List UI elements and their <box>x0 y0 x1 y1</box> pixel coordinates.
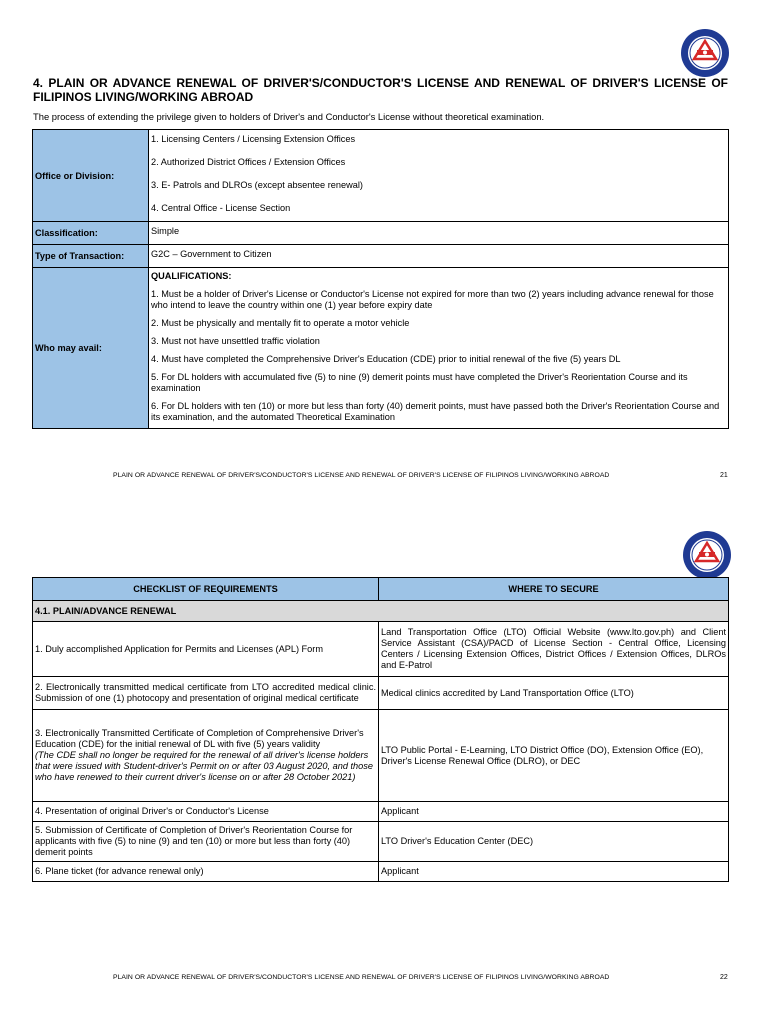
where-cell: Applicant <box>379 802 729 822</box>
classification-label: Classification: <box>33 222 149 245</box>
requirement-cell <box>33 710 379 802</box>
page-number: 22 <box>720 974 728 981</box>
section-title: 4.1. PLAIN/ADVANCE RENEWAL <box>33 601 729 622</box>
qualifications-title: QUALIFICATIONS: <box>151 271 232 281</box>
office-item: 3. E- Patrols and DLROs (except absentee renewal) <box>151 180 363 190</box>
lto-seal-logo <box>680 28 730 78</box>
who-may-avail-label: Who may avail: <box>33 268 149 429</box>
requirement-note: (The CDE shall no longer be required for the renewal of all driver's license holders that were issued with Student-driver's Permit on or after 03 August 2020, and those who have renewed to their current driver's license on or after 28 October 2021) <box>35 750 373 782</box>
page-footer: PLAIN OR ADVANCE RENEWAL OF DRIVER'S/CONDUCTOR'S LICENSE AND RENEWAL OF DRIVER'S LICENSE OF FILIPINOS LIVING/WORKING ABROAD <box>113 974 610 981</box>
requirements-table <box>32 577 729 882</box>
qualification-item: 5. For DL holders with accumulated five (5) to nine (9) demerit points must have completed the Driver's Reorientation Course and its examination <box>151 372 688 393</box>
qualification-item: 3. Must not have unsettled traffic violation <box>151 336 320 346</box>
requirement-cell: 4. Presentation of original Driver's or Conductor's License <box>33 802 379 822</box>
section-row <box>33 601 729 622</box>
office-label: Office or Division: <box>33 130 149 222</box>
requirement-row <box>33 677 729 710</box>
requirement-cell: 2. Electronically transmitted medical certificate from LTO accredited medical clinic. Submission of one (1) photocopy and presentation of original medical certificate <box>33 677 379 710</box>
qualification-item: 4. Must have completed the Comprehensive Driver's Education (CDE) prior to initial renewal of the five (5) years DL <box>151 354 621 364</box>
transaction-row <box>33 245 729 268</box>
qualifications-cell <box>149 268 729 429</box>
requirement-cell: 1. Duly accomplished Application for Permits and Licenses (APL) Form <box>33 622 379 677</box>
requirement-cell: 6. Plane ticket (for advance renewal only) <box>33 862 379 882</box>
office-values <box>149 130 729 222</box>
requirements-header-row <box>33 578 729 601</box>
where-cell: Land Transportation Office (LTO) Official Website (www.lto.gov.ph) and Client Service Assistant (CSA)/PACD of License Section - Central Office, Licensing Centers / Licensing Extension Offices, District Offices / Extension Offices, DLROs and E-Patrol <box>379 622 729 677</box>
qualification-item: 1. Must be a holder of Driver's License or Conductor's License not expired for more than two (2) years including advance renewal for those who intend to leave the country within one (1) year before expiry date <box>151 289 714 310</box>
where-cell: Applicant <box>379 862 729 882</box>
office-row <box>33 130 729 222</box>
requirement-row <box>33 622 729 677</box>
requirement-row <box>33 862 729 882</box>
section-heading: 4. PLAIN OR ADVANCE RENEWAL OF DRIVER'S/CONDUCTOR'S LICENSE AND RENEWAL OF DRIVER'S LICENSE OF FILIPINOS LIVING/WORKING ABROAD <box>33 76 728 104</box>
classification-value: Simple <box>149 222 729 245</box>
where-cell: LTO Driver's Education Center (DEC) <box>379 822 729 862</box>
requirement-row <box>33 710 729 802</box>
page-22 <box>0 510 768 1024</box>
page-footer: PLAIN OR ADVANCE RENEWAL OF DRIVER'S/CONDUCTOR'S LICENSE AND RENEWAL OF DRIVER'S LICENSE OF FILIPINOS LIVING/WORKING ABROAD <box>113 472 610 479</box>
lto-seal-logo <box>682 530 732 580</box>
column-header-requirements: CHECKLIST OF REQUIREMENTS <box>33 578 379 601</box>
page-21 <box>0 0 768 500</box>
transaction-value: G2C – Government to Citizen <box>149 245 729 268</box>
intro-text: The process of extending the privilege given to holders of Driver's and Conductor's License without theoretical examination. <box>33 111 545 122</box>
page-number: 21 <box>720 472 728 479</box>
requirement-text: 3. Electronically Transmitted Certificate of Completion of Comprehensive Driver's Education (CDE) for the initial renewal of DL with five (5) years validity <box>35 728 364 749</box>
requirement-row <box>33 822 729 862</box>
requirement-cell: 5. Submission of Certificate of Completion of Driver's Reorientation Course for applicants with five (5) to nine (9) and ten (10) or more but less than forty (40) demerit points <box>33 822 379 862</box>
who-may-avail-row <box>33 268 729 429</box>
column-header-where: WHERE TO SECURE <box>379 578 729 601</box>
where-cell: Medical clinics accredited by Land Transportation Office (LTO) <box>379 677 729 710</box>
where-cell: LTO Public Portal - E-Learning, LTO District Office (DO), Extension Office (EO), Driver's License Renewal Office (DLRO), or DEC <box>379 710 729 802</box>
classification-row <box>33 222 729 245</box>
office-item: 4. Central Office - License Section <box>151 203 291 213</box>
qualification-item: 6. For DL holders with ten (10) or more but less than forty (40) demerit points, must have passed both the Driver's Reorientation Course and its examination, and the automated Theoretical Examination <box>151 401 720 422</box>
office-item: 1. Licensing Centers / Licensing Extension Offices <box>151 134 356 144</box>
qualification-item: 2. Must be physically and mentally fit to operate a motor vehicle <box>151 318 410 328</box>
service-info-table <box>32 129 729 429</box>
requirement-row <box>33 802 729 822</box>
transaction-label: Type of Transaction: <box>33 245 149 268</box>
office-item: 2. Authorized District Offices / Extension Offices <box>151 157 346 167</box>
